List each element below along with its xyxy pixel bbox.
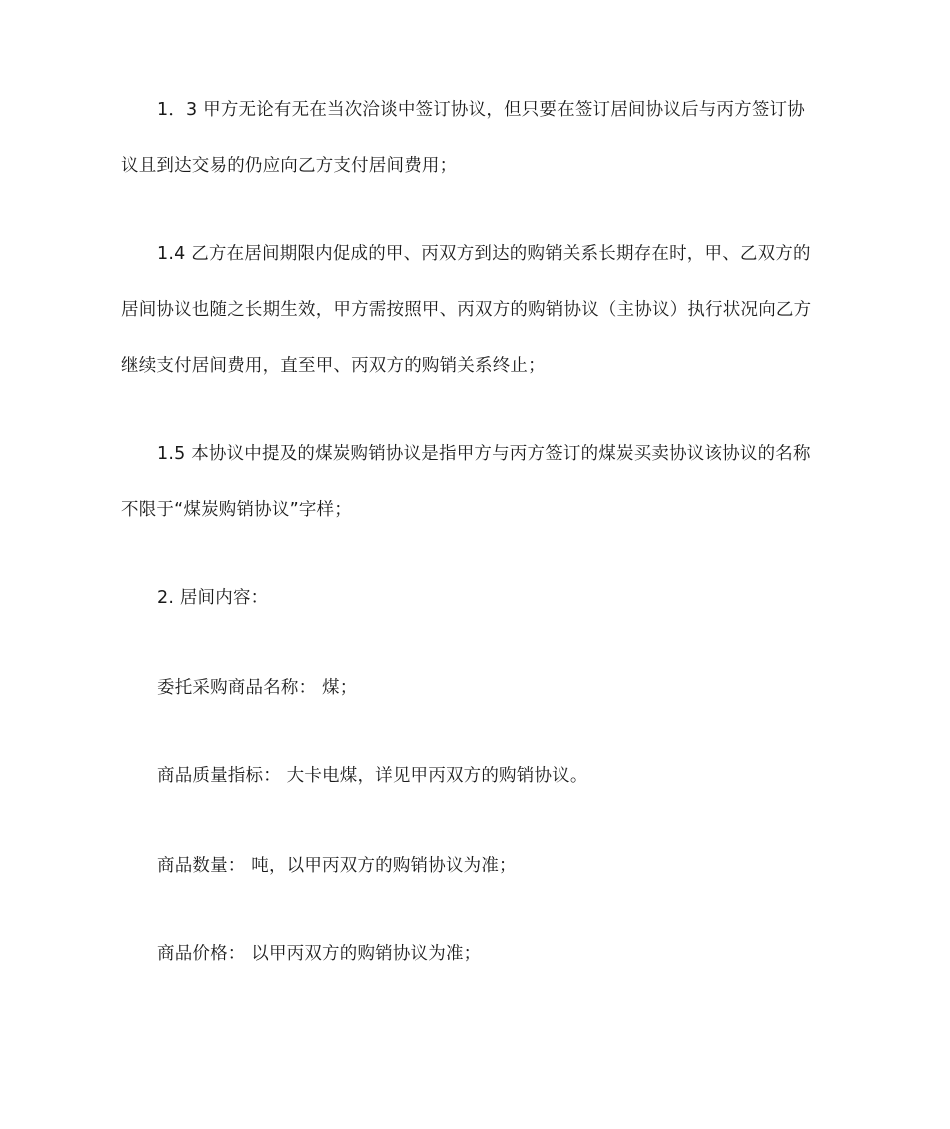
goods-quantity-item: 商品数量： 吨，以甲丙双方的购销协议为准；: [157, 856, 517, 876]
paragraph-line: 1.4 乙方在居间期限内促成的甲、丙双方到达的购销关系长期存在时，甲、乙双方的: [157, 244, 811, 264]
goods-quality-item: 商品质量指标： 大卡电煤，详见甲丙双方的购销协议。: [157, 766, 588, 786]
goods-price-item: 商品价格： 以甲丙双方的购销协议为准；: [157, 944, 482, 964]
goods-name-item: 委托采购商品名称： 煤；: [157, 678, 358, 698]
paragraph-line: 1.5 本协议中提及的煤炭购销协议是指甲方与丙方签订的煤炭买卖协议该协议的名称: [157, 444, 811, 464]
paragraph-line: 1．3 甲方无论有无在当次洽谈中签订协议，但只要在签订居间协议后与丙方签订协: [157, 100, 805, 120]
paragraph-line: 继续支付居间费用，直至甲、丙双方的购销关系终止；: [121, 356, 546, 376]
paragraph-line: 议且到达交易的仍应向乙方支付居间费用；: [121, 156, 458, 176]
paragraph-line: 居间协议也随之长期生效，甲方需按照甲、丙双方的购销协议（主协议）执行状况向乙方: [121, 300, 812, 320]
paragraph-line: 不限于“煤炭购销协议”字样；: [121, 500, 352, 520]
section-heading: 2. 居间内容：: [157, 588, 269, 608]
